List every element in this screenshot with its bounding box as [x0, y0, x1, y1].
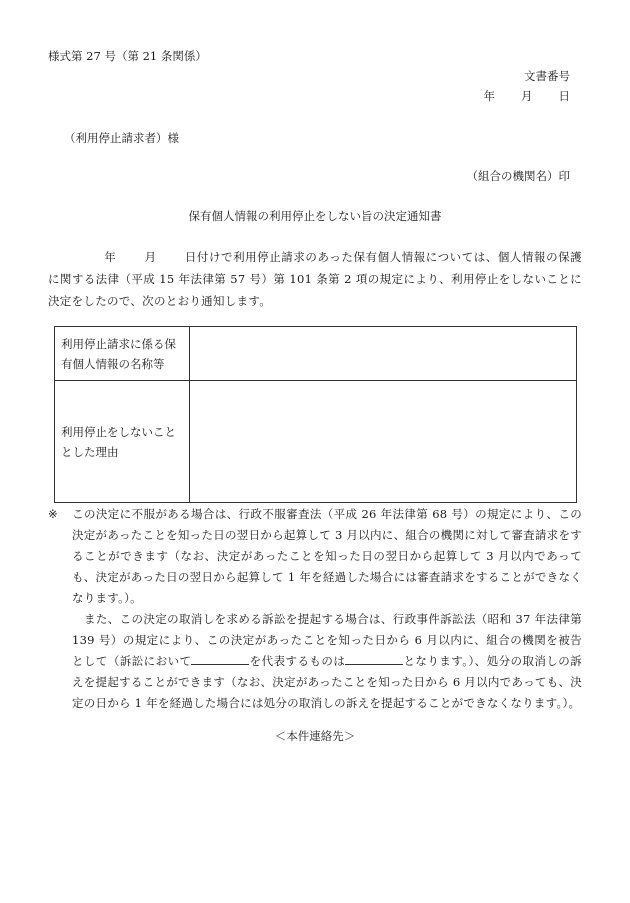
date-year: 年	[483, 89, 495, 103]
body-text: 日付けで利用停止請求のあった保有個人情報については、個人情報の保護に関する法律（平成 15 年法律第 57 号）第 101 条第 2 項の規定により、利用停止をしないことに決定をしたので、次のとおり通知します。	[48, 250, 582, 308]
document-number-label: 文書番号	[524, 69, 570, 83]
note-lawsuit-text-b: を代表するものは	[249, 654, 346, 668]
notes-section	[48, 504, 582, 714]
body-paragraph	[48, 246, 582, 312]
date-line	[484, 88, 571, 104]
table-row	[55, 381, 577, 503]
blank-line	[191, 652, 249, 665]
row-label-reason: 利用停止をしないこととした理由	[55, 381, 190, 503]
date-day: 日	[558, 89, 570, 103]
row-label-info-name: 利用停止請求に係る保有個人情報の名称等	[55, 327, 190, 381]
note-lawsuit-text-a: また、この決定の取消しを求める訴訟を提起する場合は、行政事件訴訟法（昭和 37 年法律第 139 号）の規定により、この決定があったことを知った日から 6 月以内に、組合の機関を被告として（訴訟において	[72, 612, 582, 668]
table-row	[55, 327, 577, 381]
info-table	[54, 326, 577, 503]
blank-line	[345, 652, 403, 665]
document-title: 保有個人情報の利用停止をしない旨の決定通知書	[188, 209, 442, 223]
note-appeal-text: この決定に不服がある場合は、行政不服審査法（平成 26 年法律第 68 号）の規定により、この決定があったことを知った日の翌日から起算して 3 月以内に、組合の機関に対して審査請求をすることができます（なお、決定があったことを知った日の翌日から起算して 3 月以内であっても、決定があった日の翌日から起算して 1 年を経過した場合には審査請求をすることができなくなります。）。	[72, 507, 582, 605]
recipient: （利用停止請求者）様	[64, 131, 179, 145]
note-mark: ※	[48, 507, 58, 521]
body-month: 月	[144, 250, 157, 264]
note-lawsuit	[48, 609, 582, 714]
form-number: 様式第 27 号（第 21 条関係）	[48, 49, 207, 63]
sender-seal: （組合の機関名）印	[466, 169, 570, 183]
row-value-reason	[190, 381, 577, 503]
date-month: 月	[521, 89, 533, 103]
row-value-info-name	[190, 327, 577, 381]
contact-heading: ＜本件連絡先＞	[274, 729, 356, 743]
body-year: 年	[104, 250, 117, 264]
note-appeal	[48, 504, 582, 609]
note-lawsuit-text-c: となります。）、処分の取消しの訴えを提起することができます（なお、決定があったことを知った日から 6 月以内であっても、決定の日から 1 年を経過した場合には処分の取消しの訴えを提起することができなくなります。）。	[72, 654, 583, 710]
